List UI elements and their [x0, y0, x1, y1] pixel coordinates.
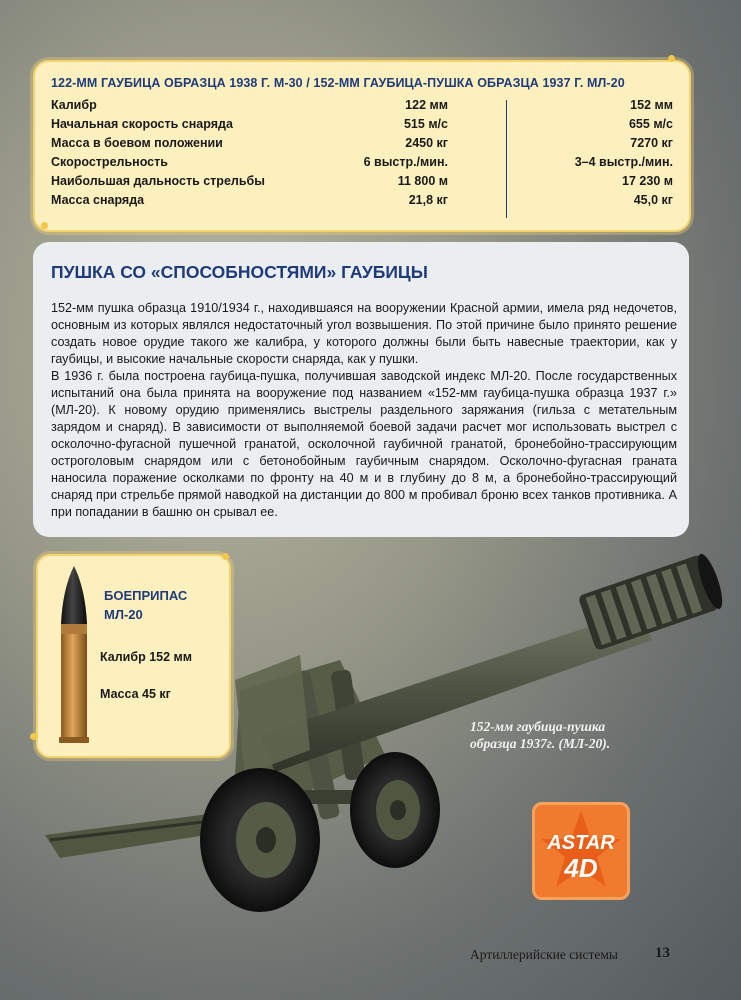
- spec-row: [51, 155, 691, 174]
- page-number: 13: [655, 945, 670, 961]
- decorative-dot: [41, 222, 48, 229]
- spec-label: Наибольшая дальность стрельбы: [51, 174, 265, 188]
- column-divider: [506, 100, 507, 218]
- spec-row: [51, 117, 691, 136]
- spec-row: [51, 98, 691, 117]
- spec-label: Масса в боевом положении: [51, 136, 223, 150]
- article-card: [33, 242, 689, 537]
- footer-section-title: Артиллерийские системы: [470, 947, 618, 962]
- ammo-mass: Масса 45 кг: [100, 687, 171, 701]
- spec-value-m30: 515 м/с: [403, 117, 448, 131]
- star-icon: [535, 805, 627, 897]
- ammo-title-line: МЛ-20: [104, 607, 143, 622]
- logo-bottom-text: 4D: [564, 853, 598, 883]
- article-paragraph: В 1936 г. была построена гаубица-пушка, получившая заводской индекс МЛ-20. После государственных испытаний она была принята на вооружение под названием «152-мм гаубица-пушка образца 1937 г.» (МЛ-20). К новому орудию применялись выстрелы раздельного заряжания (гильза с метательным зарядом и снаряд). В зависимости от выполняемой боевой задачи расчет мог использовать выстрел с осколочно-фугасной пушечной гранатой, осколочной гаубичной гранатой, бронебойно-трассирующим остроголовым снарядом или с бетонобойным гаубичным снарядом. Осколочно-фугасная граната наносила поражение осколками по фронту на 40 м и в глубину до 8 м, а бронебойно-трассирующий снаряд при стрельбе прямой наводкой на дистанции до 800 м пробивал броню всех танков противника. А при попадании в башню он срывал ее.: [51, 369, 677, 519]
- ammo-title-line: БОЕПРИПАС: [104, 588, 188, 603]
- spec-value-m30: 2450 кг: [405, 136, 448, 150]
- caption-line: образца 1937г. (МЛ-20).: [470, 736, 611, 751]
- decorative-dot: [668, 55, 675, 62]
- decorative-dot: [30, 733, 37, 740]
- spec-value-ml20: 17 230 м: [622, 174, 673, 188]
- astar-4d-logo: [532, 802, 630, 900]
- spec-value-m30: 6 выстр./мин.: [363, 155, 448, 169]
- image-caption: [470, 718, 670, 752]
- spec-value-ml20: 3–4 выстр./мин.: [574, 155, 673, 169]
- ammo-caliber: Калибр 152 мм: [100, 650, 193, 664]
- spec-value-m30: 11 800 м: [397, 174, 448, 188]
- spec-row: [51, 193, 691, 212]
- spec-value-ml20: 152 мм: [630, 98, 673, 112]
- spec-table-title: 122-ММ ГАУБИЦА ОБРАЗЦА 1938 Г. М-30 / 152-ММ ГАУБИЦА-ПУШКА ОБРАЗЦА 1937 Г. МЛ-20: [51, 76, 625, 90]
- spec-value-ml20: 655 м/с: [628, 117, 673, 131]
- logo-top-text: ASTAR: [547, 832, 615, 854]
- spec-value-m30: 122 мм: [405, 98, 448, 112]
- spec-value-m30: 21,8 кг: [408, 193, 448, 207]
- spec-value-ml20: 45,0 кг: [633, 193, 673, 207]
- caption-line: 152-мм гаубица-пушка: [470, 719, 606, 734]
- article-paragraph: 152-мм пушка образца 1910/1934 г., находившаяся на вооружении Красной армии, имела ряд недочетов, основным из которых являлся недостаточный угол возвышения. По этой причине было принято решение создать новое орудие такого же калибра, у которого должны были быть навесные траектории, как у гаубицы, и высокие начальные скорости снаряда, как у пушки.: [51, 301, 677, 366]
- spec-table-card: [33, 60, 691, 232]
- spec-label: Начальная скорость снаряда: [51, 117, 233, 131]
- article-heading: ПУШКА СО «СПОСОБНОСТЯМИ» ГАУБИЦЫ: [51, 262, 428, 282]
- spec-row: [51, 174, 691, 193]
- spec-label: Скорострельность: [51, 155, 168, 169]
- spec-label: Масса снаряда: [51, 193, 145, 207]
- spec-value-ml20: 7270 кг: [630, 136, 673, 150]
- spec-row: [51, 136, 691, 155]
- spec-label: Калибр: [51, 98, 97, 112]
